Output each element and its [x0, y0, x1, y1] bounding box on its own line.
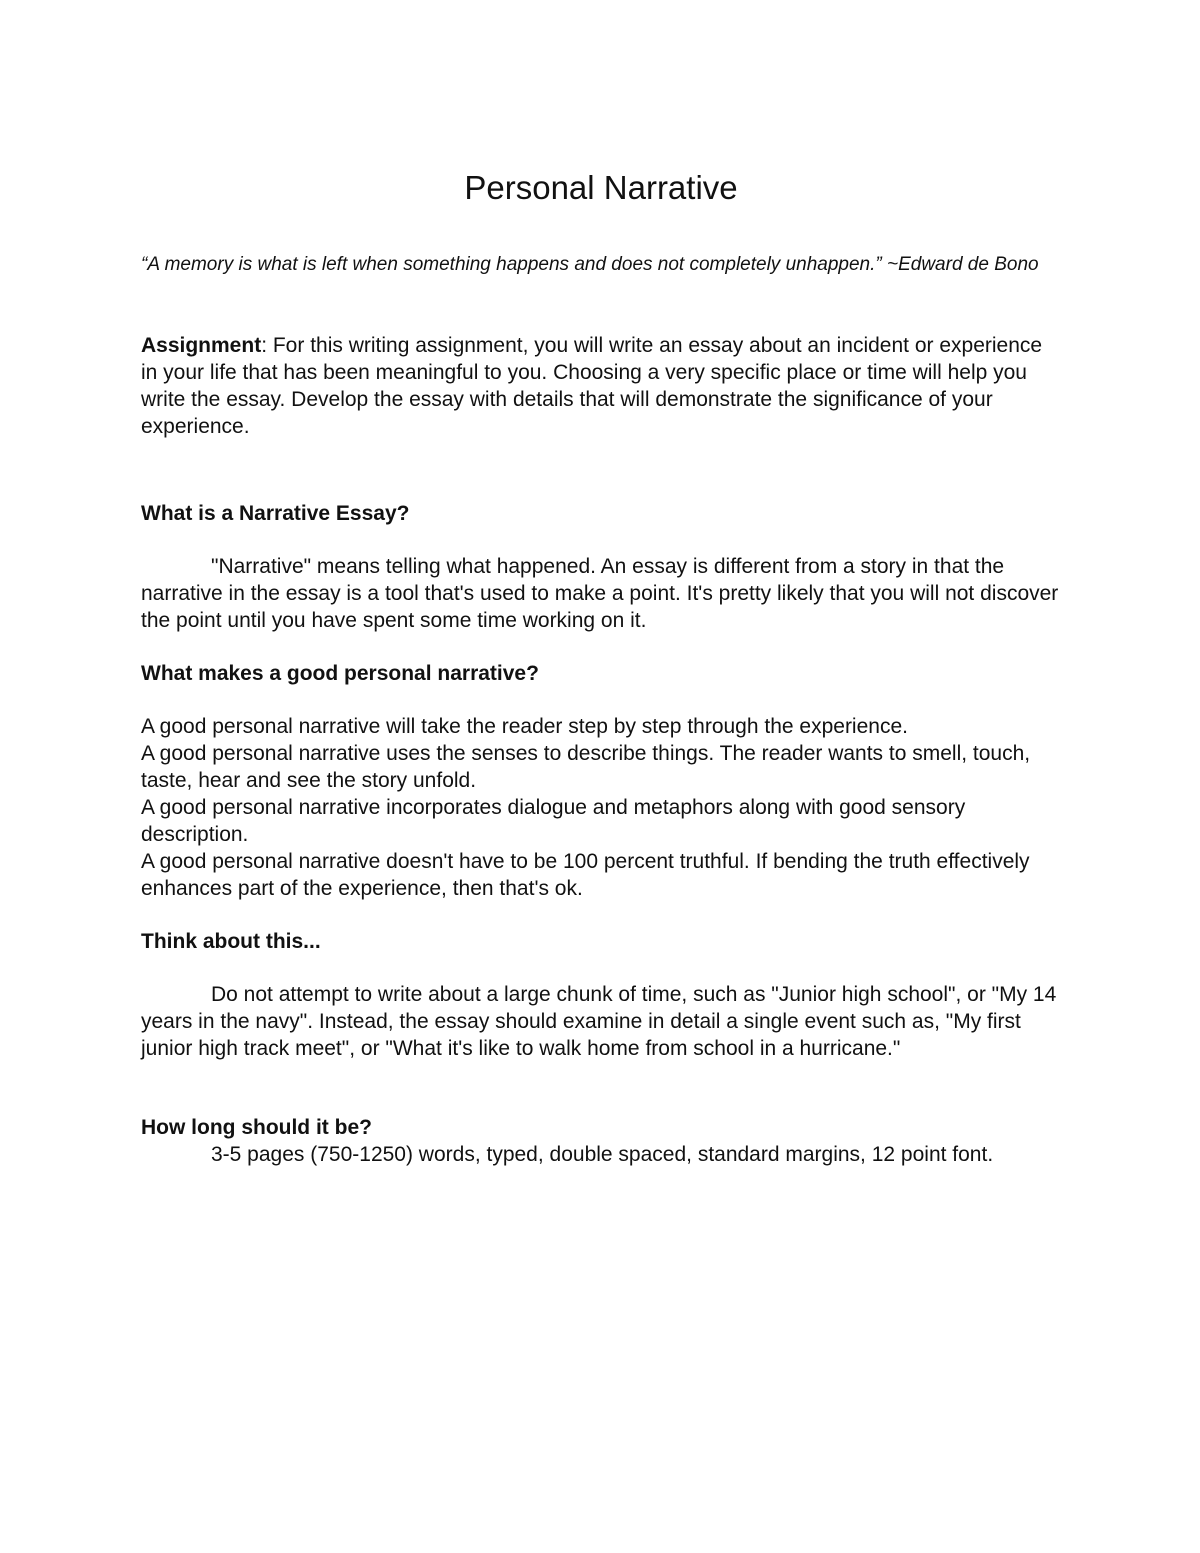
list-item: A good personal narrative will take the reader step by step through the experience.	[141, 715, 908, 738]
page-title: Personal Narrative	[464, 169, 738, 206]
heading-what-is-narrative: What is a Narrative Essay?	[141, 502, 410, 525]
epigraph-quote: “A memory is what is left when something happens and does not completely unhappen.” ~Edward de Bono	[141, 254, 1039, 275]
heading-good-narrative: What makes a good personal narrative?	[141, 662, 539, 685]
document-body	[141, 168, 1061, 1168]
good-narrative-list	[141, 713, 1061, 902]
what-is-narrative-body: "Narrative" means telling what happened. An essay is different from a story in that the narrative in the essay is a tool that's used to make a point. It's pretty likely that you will not discover the point until you have spent some time working on it.	[141, 555, 1059, 632]
list-item: A good personal narrative uses the senses to describe things. The reader wants to smell, touch, taste, hear and see the story unfold.	[141, 742, 1031, 792]
heading-how-long: How long should it be?	[141, 1116, 372, 1139]
list-item: A good personal narrative doesn't have to be 100 percent truthful. If bending the truth effectively enhances part of the experience, then that's ok.	[141, 850, 1030, 900]
how-long-body: 3-5 pages (750-1250) words, typed, double spaced, standard margins, 12 point font.	[211, 1143, 994, 1166]
assignment-paragraph	[141, 332, 1061, 440]
think-about-this-body: Do not attempt to write about a large chunk of time, such as "Junior high school", or "My 14 years in the navy". Instead, the essay should examine in detail a single event such as, "My first junior high track meet", or "What it's like to walk home from school in a hurricane."	[141, 983, 1057, 1060]
assignment-text: : For this writing assignment, you will write an essay about an incident or experience in your life that has been meaningful to you. Choosing a very specific place or time will help you write the essay. Develop the essay with details that will demonstrate the significance of your experience.	[141, 334, 1043, 438]
assignment-label: Assignment	[141, 334, 262, 357]
list-item: A good personal narrative incorporates dialogue and metaphors along with good sensory description.	[141, 796, 966, 846]
heading-think-about-this: Think about this...	[141, 930, 321, 953]
